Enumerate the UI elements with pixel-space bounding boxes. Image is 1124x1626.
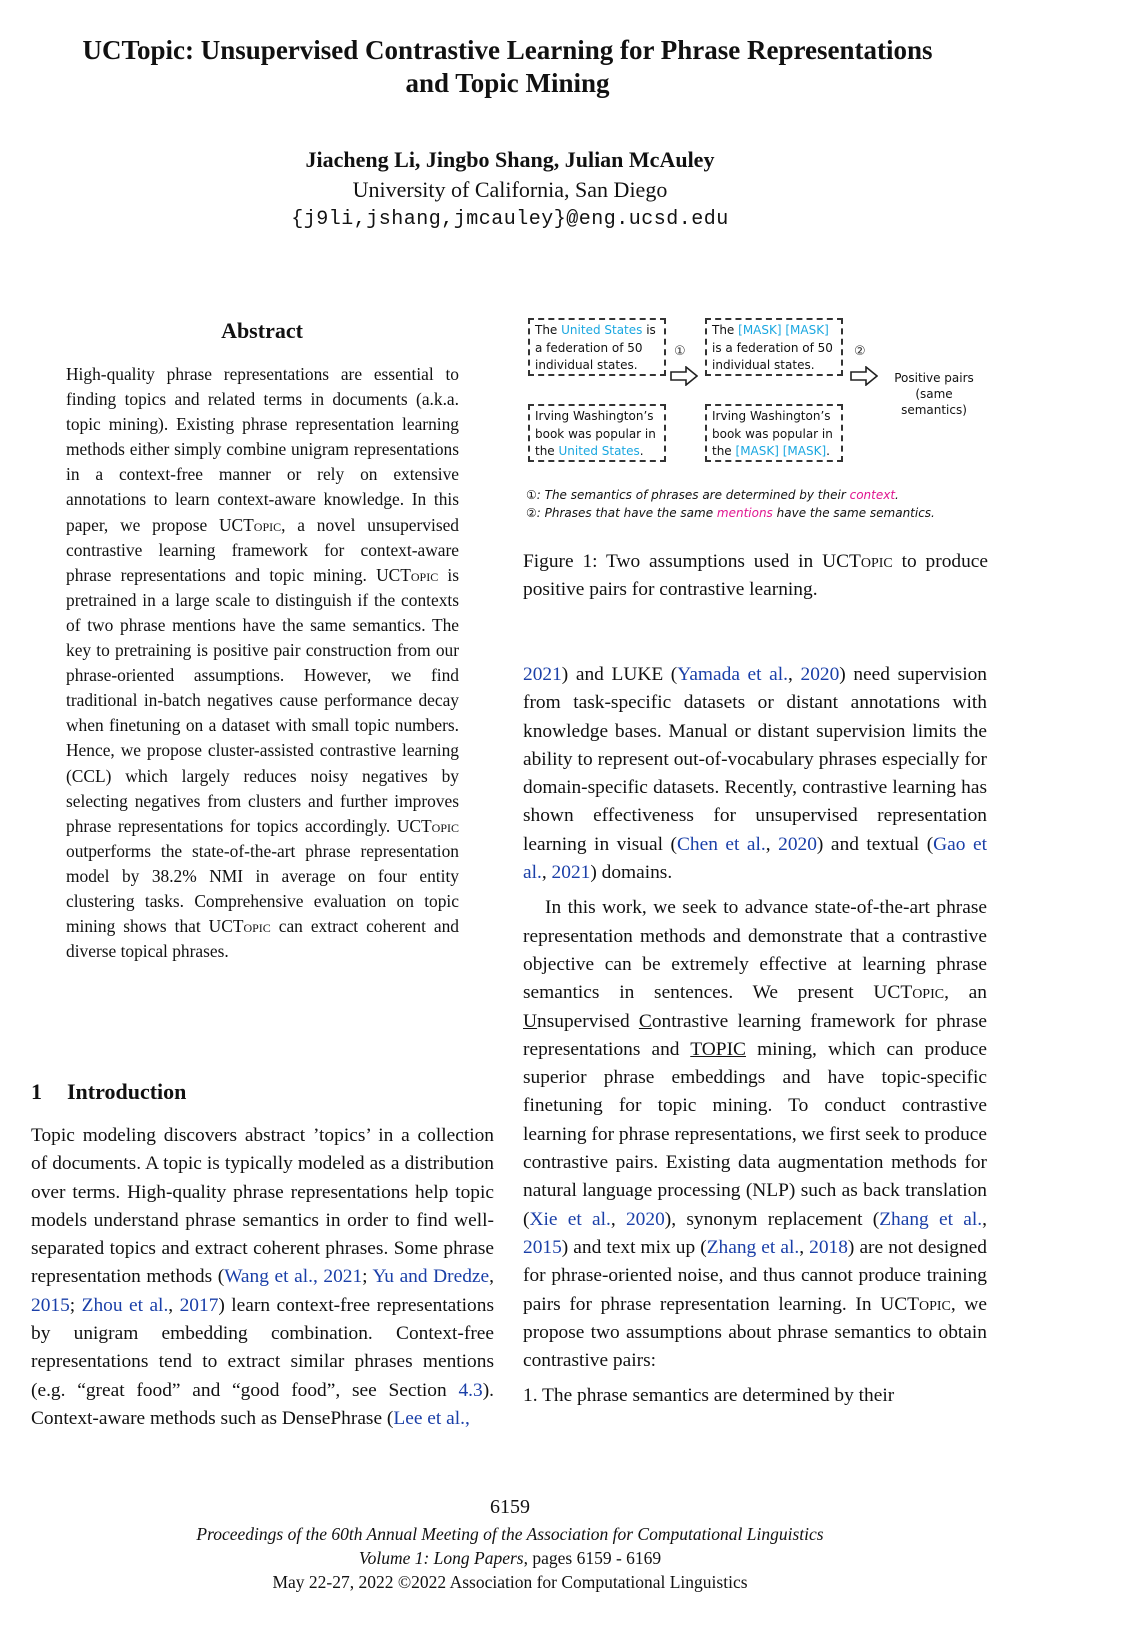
- citation-link[interactable]: 2020: [800, 664, 840, 685]
- citation-link[interactable]: Zhang et al.: [706, 1236, 800, 1258]
- section-heading-introduction: [31, 1078, 186, 1106]
- citation-link[interactable]: 2021: [323, 1266, 363, 1288]
- footer-venue: Proceedings of the 60th Annual Meeting of the Association for Computational Linguistics: [196, 1524, 824, 1544]
- abstract-heading: Abstract: [221, 318, 303, 343]
- citation-link[interactable]: Zhou et al.: [81, 1294, 169, 1316]
- step-2-marker: ②: [854, 344, 866, 359]
- section-title: Introduction: [67, 1079, 187, 1104]
- citation-link[interactable]: Xie et al.: [529, 1208, 611, 1230]
- authors: Jiacheng Li, Jingbo Shang, Julian McAuley: [305, 147, 715, 172]
- citation-link[interactable]: Yu and Dredze: [372, 1266, 490, 1288]
- citation-link[interactable]: Wang et al.,: [224, 1266, 318, 1288]
- page-number: 6159: [490, 1496, 530, 1518]
- figure-sentence-box: Irving Washington’s book was popular in the United States.: [528, 404, 666, 462]
- figure-masked-box: The [MASK] [MASK] is a federation of 50 individual states.: [705, 318, 843, 376]
- figure-caption: Figure 1: Two assumptions used in UCTopic to produce positive pairs for contrastive learning.: [523, 551, 988, 601]
- figure-masked-box: Irving Washington’s book was popular in the [MASK] [MASK].: [705, 404, 843, 462]
- affiliation: University of California, San Diego: [352, 177, 668, 202]
- title-line-2: and Topic Mining: [405, 68, 610, 98]
- right-column-text: [523, 661, 987, 1411]
- figure-1: [522, 318, 992, 518]
- positive-pairs-label: Positive pairs (same semantics): [894, 371, 974, 417]
- paragraph: In this work, we seek to advance state-of-the-art phrase representation methods and demonstrate that a contrastive objective can be extremely effective at learning phrase semantics in sentences. We present UCTopic, an Unsupervised Contrastive learning framework for phrase representations and TOPIC mining, which can produce superior phrase embeddings and have topic-specific finetuning for topic mining. To conduct contrastive learning for phrase representations, we first seek to produce contrastive pairs. Existing data augmentation methods for natural language processing (NLP) such as back translation (Xie et al., 2020), synonym replacement (Zhang et al., 2015) and text mix up (Zhang et al., 2018) are not designed for phrase-oriented noise, and thus cannot produce training pairs for phrase representation learning. In UCTopic, we propose two assumptions about phrase semantics to obtain contrastive pairs:: [523, 897, 988, 1372]
- citation-link[interactable]: Gao et al.: [523, 833, 987, 884]
- arrow-right-icon: [670, 366, 698, 386]
- paper-title: [20, 34, 995, 100]
- footer-date-copyright: May 22-27, 2022 ©2022 Association for Computational Linguistics: [272, 1572, 748, 1592]
- citation-link[interactable]: 2021: [523, 664, 562, 685]
- arrow-right-icon: [850, 366, 878, 386]
- citation-link[interactable]: 2018: [809, 1236, 848, 1258]
- citation-link[interactable]: 2017: [179, 1294, 219, 1316]
- citation-link[interactable]: 2020: [778, 833, 817, 855]
- figure-note-2: ②: Phrases that have the same mentions have the same semantics.: [526, 506, 935, 520]
- section-number: 1: [31, 1079, 42, 1104]
- list-item: 1. The phrase semantics are determined by their: [523, 1385, 895, 1407]
- figure-note-1: ①: The semantics of phrases are determined by their context.: [526, 488, 899, 502]
- section-reference-link[interactable]: 4.3: [458, 1379, 483, 1401]
- citation-link[interactable]: 2015: [523, 1236, 562, 1258]
- citation-link[interactable]: Yamada et al.: [677, 664, 789, 685]
- citation-link[interactable]: 2020: [625, 1208, 665, 1230]
- citation-link[interactable]: 2015: [31, 1294, 70, 1316]
- step-1-marker: ①: [674, 344, 686, 359]
- citation-link[interactable]: 2021: [551, 862, 591, 884]
- citation-link[interactable]: Lee et al.,: [393, 1407, 470, 1429]
- introduction-text: Topic modeling discovers abstract ’topics’ in a collection of documents. A topic is typically modeled as a distribution over terms. High-quality phrase representations help topic models understand phrase semantics in order to find well-separated topics and extract coherent phrases. Some phrase representation methods (Wang et al., 2021; Yu and Dredze, 2015; Zhou et al., 2017) learn context-free representations by unigram embedding combination. Context-free representations tend to extract similar phrases mentions (e.g. “great food” and “good food”, see Section 4.3). Context-aware methods such as DensePhrase (Lee et al.,: [31, 1125, 494, 1429]
- title-line-1: UCTopic: Unsupervised Contrastive Learning for Phrase Representations: [82, 35, 933, 65]
- paragraph: 2021) and LUKE (Yamada et al., 2020) need supervision from task-specific datasets or distant annotations with knowledge bases. Manual or distant supervision limits the ability to represent out-of-vocabulary phrases especially for domain-specific datasets. Recently, contrastive learning has shown effectiveness for unsupervised representation learning in visual (Chen et al., 2020) and textual (Gao et al., 2021) domains.: [523, 664, 987, 884]
- footer-volume: Volume 1: Long Papers, pages 6159 - 6169: [358, 1548, 662, 1568]
- author-email: {j9li,jshang,jmcauley}@eng.ucsd.edu: [291, 208, 729, 231]
- citation-link[interactable]: Zhang et al.: [879, 1208, 983, 1230]
- abstract-text: High-quality phrase representations are essential to finding topics and related terms in documents (a.k.a. topic mining). Existing phrase representation learning methods either simply combine unigram representations in a context-free manner or rely on extensive annotations to learn context-aware knowledge. In this paper, we propose UCTopic, a novel unsupervised contrastive learning framework for context-aware phrase representations and topic mining. UCTopic is pretrained in a large scale to distinguish if the contexts of two phrase mentions have the same semantics. The key to pretraining is positive pair construction from our phrase-oriented assumptions. However, we find traditional in-batch negatives cause performance decay when finetuning on a dataset with small topic numbers. Hence, we propose cluster-assisted contrastive learning (CCL) which largely reduces noisy negatives by selecting negatives from clusters and further improves phrase representations for topics accordingly. UCTopic outperforms the state-of-the-art phrase representation model by 38.2% NMI in average on four entity clustering tasks. Comprehensive evaluation on topic mining shows that UCTopic can extract coherent and diverse topical phrases.: [66, 364, 460, 962]
- figure-sentence-box: The United States is a federation of 50 individual states.: [528, 318, 666, 376]
- citation-link[interactable]: Chen et al.: [676, 833, 766, 855]
